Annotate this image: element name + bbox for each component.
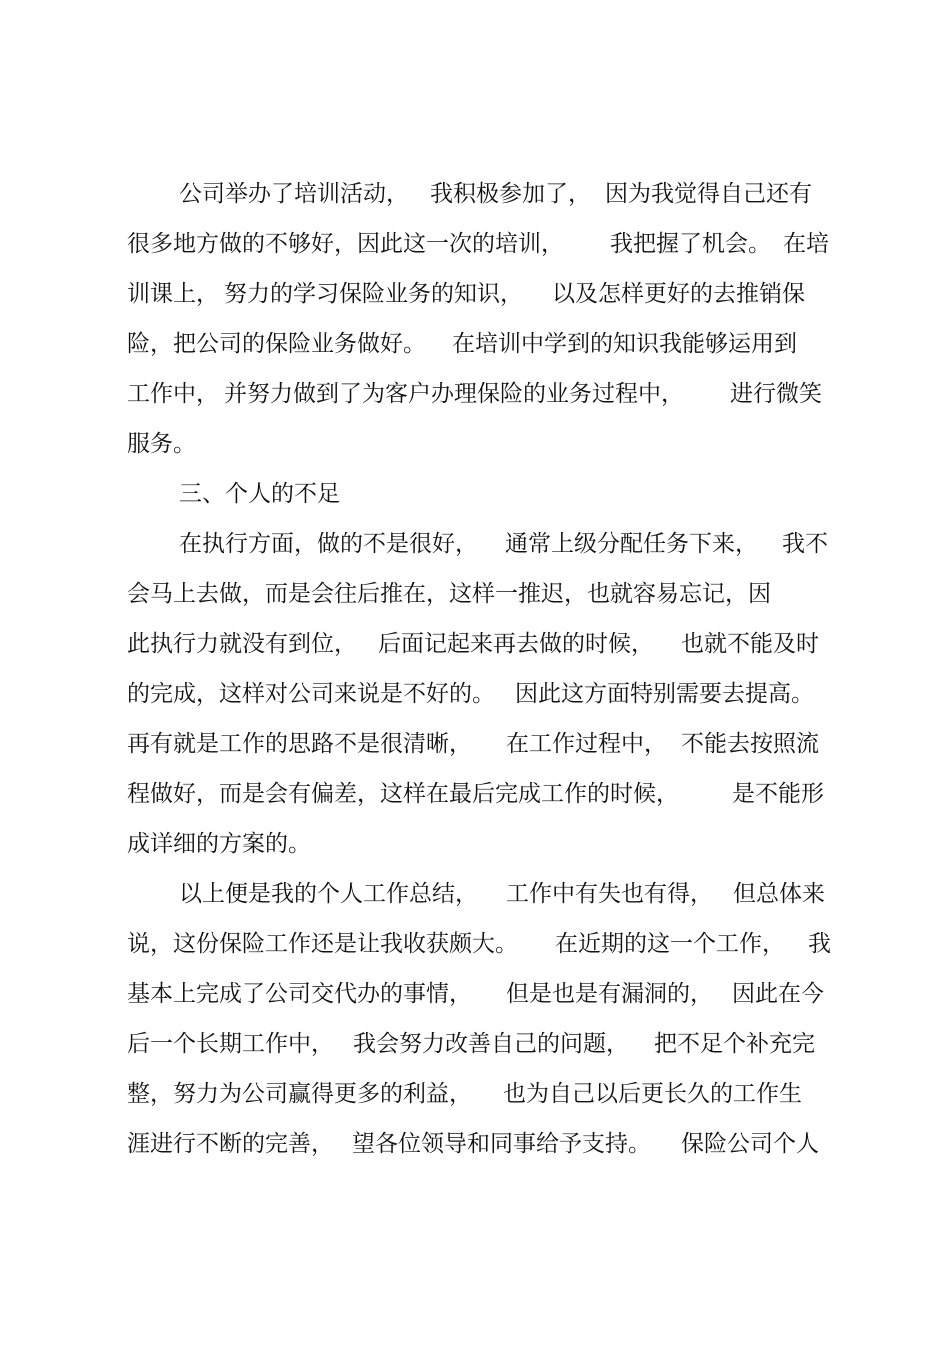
text-segment: 以及怎样更好的去推销保 [552,281,805,307]
text-segment: 望各位领导和同事给予支持。 [352,1131,651,1157]
text-line-18 [0,1024,950,1064]
text-line-17 [0,974,950,1014]
text-segment: 整，努力为公司赢得更多的利益， [127,1081,472,1107]
text-segment: 公司举办了培训活动， [179,181,409,207]
text-line-3 [0,274,950,314]
text-line-5 [0,374,950,414]
text-segment: 后面记起来再去做的时候， [378,631,654,657]
text-segment: 努力的学习保险业务的知识， [224,281,523,307]
text-segment: 在培 [783,231,829,257]
text-segment: 会马上去做，而是会往后推在，这样一推迟，也就容易忘记，因 [127,581,771,607]
text-segment: 后一个长期工作中， [127,1031,334,1057]
text-segment: 但总体来 [733,881,825,907]
text-line-15 [0,874,950,914]
text-segment: 进行微笑 [730,381,822,407]
text-line-6 [0,424,950,464]
text-line-19 [0,1074,950,1114]
text-line-2 [0,224,950,264]
text-segment: 在近期的这一个工作， [555,931,785,957]
section-heading [0,474,950,514]
text-line-4 [0,324,950,364]
text-segment: 服务。 [127,431,196,457]
text-segment: 保险公司个人 [681,1131,819,1157]
text-segment: 训课上， [127,281,219,307]
text-line-8 [0,524,950,564]
text-segment: 把不足个补充完 [654,1031,815,1057]
text-line-1 [0,174,950,214]
text-segment: 我 [808,931,831,957]
text-segment: 我把握了机会。 [610,231,771,257]
text-segment: 但是也是有漏洞的， [506,981,713,1007]
text-line-14 [0,824,950,864]
text-segment: 因此这方面特别需要去提高。 [515,681,814,707]
text-segment: 也就不能及时 [681,631,819,657]
text-line-10 [0,624,950,664]
text-line-12 [0,724,950,764]
text-segment: 通常上级分配任务下来， [505,531,758,557]
text-segment: 不能去按照流 [681,731,819,757]
text-segment: 很多地方做的不够好，因此这一次的培训， [127,231,564,257]
text-segment: 我积极参加了， [430,181,591,207]
text-segment: 再有就是工作的思路不是很清晰， [127,731,472,757]
heading-text: 三、个人的不足 [179,481,340,507]
text-segment: 因此在今 [732,981,824,1007]
text-segment: 说，这份保险工作还是让我收获颇大。 [127,931,518,957]
text-segment: 我会努力改善自己的问题， [353,1031,629,1057]
text-segment: 在培训中学到的知识我能够运用到 [452,331,797,357]
text-line-9 [0,574,950,614]
text-line-11 [0,674,950,714]
text-segment: 因为我觉得自己还有 [605,181,812,207]
text-line-20 [0,1124,950,1164]
text-segment: 是不能形 [732,781,824,807]
text-segment: 的完成，这样对公司来说是不好的。 [127,681,495,707]
text-segment: 并努力做到了为客户办理保险的业务过程中， [224,381,684,407]
text-segment: 工作中有失也有得， [506,881,713,907]
text-segment: 以上便是我的个人工作总结， [179,881,478,907]
text-segment: 涯进行不断的完善， [127,1131,334,1157]
text-segment: 基本上完成了公司交代办的事情， [127,981,472,1007]
text-segment: 我不 [782,531,828,557]
text-line-16 [0,924,950,964]
text-segment: 工作中， [127,381,219,407]
text-segment: 程做好，而是会有偏差，这样在最后完成工作的时候， [127,781,679,807]
text-segment: 在工作过程中， [506,731,667,757]
text-segment: 成详细的方案的。 [127,831,311,857]
text-segment: 也为自己以后更长久的工作生 [503,1081,802,1107]
text-line-13 [0,774,950,814]
text-segment: 此执行力就没有到位， [127,631,357,657]
text-segment: 在执行方面，做的不是很好， [179,531,478,557]
text-segment: 险，把公司的保险业务做好。 [127,331,426,357]
